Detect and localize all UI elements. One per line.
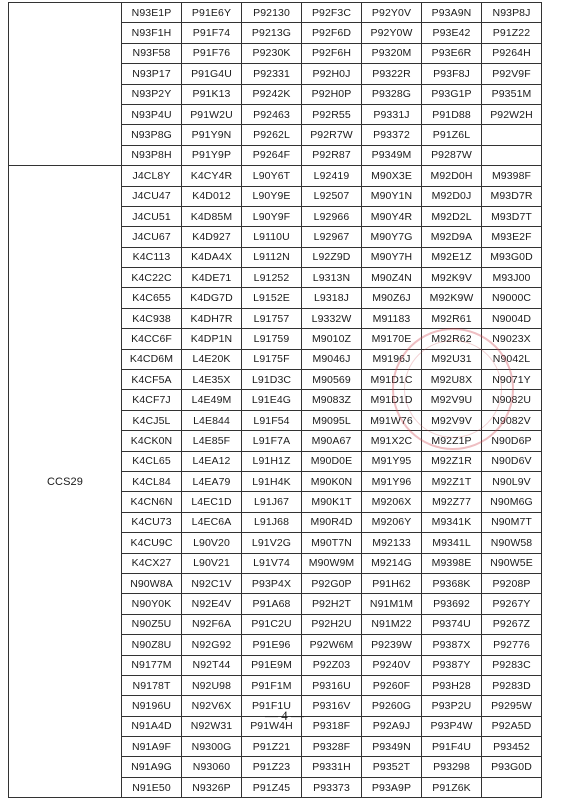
code-cell: N93060: [182, 757, 242, 777]
code-cell: P93372: [362, 125, 422, 145]
code-cell: K4CL84: [122, 471, 182, 491]
code-cell: P92F3C: [302, 3, 362, 23]
code-cell: N93F58: [122, 43, 182, 63]
code-cell: N9082U: [482, 390, 542, 410]
code-cell: M9341L: [422, 533, 482, 553]
code-cell: M92V9V: [422, 410, 482, 430]
code-cell: P9283D: [482, 675, 542, 695]
code-cell: L9332W: [302, 308, 362, 328]
code-cell: K4CF5A: [122, 370, 182, 390]
code-cell: M91Y96: [362, 471, 422, 491]
code-cell: N9300G: [182, 737, 242, 757]
code-cell: M92Z1R: [422, 451, 482, 471]
code-cell: J4CU67: [122, 227, 182, 247]
code-cell: L91H1Z: [242, 451, 302, 471]
code-cell: K4CJ5L: [122, 410, 182, 430]
code-cell: L90V20: [182, 533, 242, 553]
code-cell: L4E85F: [182, 431, 242, 451]
code-cell: P92Y0W: [362, 23, 422, 43]
code-cell: K4CD6M: [122, 349, 182, 369]
code-cell: N90Z8U: [122, 635, 182, 655]
code-cell: N9196U: [122, 696, 182, 716]
code-cell: N93P8J: [482, 3, 542, 23]
code-cell: P9230K: [242, 43, 302, 63]
code-cell: N9178T: [122, 675, 182, 695]
code-cell: M93E2F: [482, 227, 542, 247]
code-cell: L91F54: [242, 410, 302, 430]
code-cell: P9239W: [362, 635, 422, 655]
code-table-container: [8, 2, 542, 798]
code-cell: M92D2L: [422, 206, 482, 226]
code-cell: L91H4K: [242, 471, 302, 491]
code-cell: P9213G: [242, 23, 302, 43]
code-cell: P91W4H: [242, 716, 302, 736]
code-cell: L91V2G: [242, 533, 302, 553]
code-cell: P92463: [242, 104, 302, 124]
code-cell: M92V9U: [422, 390, 482, 410]
code-cell: P9267Y: [482, 594, 542, 614]
code-cell: M91Y95: [362, 451, 422, 471]
group-label-cell: CCS29: [9, 166, 122, 798]
code-cell: N9004D: [482, 308, 542, 328]
code-cell: P91K13: [182, 84, 242, 104]
code-cell: M9196J: [362, 349, 422, 369]
code-cell: M90Z6J: [362, 288, 422, 308]
code-cell: P9295W: [482, 696, 542, 716]
code-cell: M93G0D: [482, 247, 542, 267]
code-cell: P92H2U: [302, 614, 362, 634]
code-cell: M93J00: [482, 268, 542, 288]
code-cell: P9318F: [302, 716, 362, 736]
code-cell: P93A9P: [362, 777, 422, 797]
code-cell: P9320M: [362, 43, 422, 63]
code-cell: K4DE71: [182, 268, 242, 288]
code-cell: P9387X: [422, 635, 482, 655]
code-cell: P91Z22: [482, 23, 542, 43]
code-cell: M92D0J: [422, 186, 482, 206]
code-cell: L91759: [242, 329, 302, 349]
code-cell: M91W76: [362, 410, 422, 430]
code-cell: M9206X: [362, 492, 422, 512]
code-cell: K4D85M: [182, 206, 242, 226]
code-cell: N93P4U: [122, 104, 182, 124]
code-cell: N9000C: [482, 288, 542, 308]
code-cell: K4D012: [182, 186, 242, 206]
code-cell: N9071Y: [482, 370, 542, 390]
code-cell: M90R4D: [302, 512, 362, 532]
code-cell: M92R61: [422, 308, 482, 328]
table-row: [9, 166, 542, 186]
code-cell: L90Y6T: [242, 166, 302, 186]
code-cell: P9267Z: [482, 614, 542, 634]
code-cell: K4C113: [122, 247, 182, 267]
code-cell: P92H0J: [302, 64, 362, 84]
code-cell: M90Y1N: [362, 186, 422, 206]
code-cell: K4DA4X: [182, 247, 242, 267]
code-cell: N91A9F: [122, 737, 182, 757]
code-cell: N92E4V: [182, 594, 242, 614]
code-cell: L9110U: [242, 227, 302, 247]
code-cell: P92Z03: [302, 655, 362, 675]
code-cell: K4C655: [122, 288, 182, 308]
code-cell: M93D7T: [482, 206, 542, 226]
code-cell: N9042L: [482, 349, 542, 369]
code-cell: M90D0E: [302, 451, 362, 471]
code-cell: M92U8X: [422, 370, 482, 390]
code-cell: N93P8G: [122, 125, 182, 145]
page-number: — 4 —: [265, 708, 304, 723]
code-cell: P91G4U: [182, 64, 242, 84]
code-cell: P93E6R: [422, 43, 482, 63]
code-cell: N93F1H: [122, 23, 182, 43]
code-cell: P9387Y: [422, 655, 482, 675]
code-cell: N9326P: [182, 777, 242, 797]
code-cell: N90Y0K: [122, 594, 182, 614]
code-cell: N91E50: [122, 777, 182, 797]
code-cell: M90K0N: [302, 471, 362, 491]
code-cell: M90K1T: [302, 492, 362, 512]
code-cell: M91X2C: [362, 431, 422, 451]
code-cell: L9175F: [242, 349, 302, 369]
code-cell: P91F1U: [242, 696, 302, 716]
code-cell: M92Z1P: [422, 431, 482, 451]
code-cell: P9331H: [302, 757, 362, 777]
code-cell: L92419: [302, 166, 362, 186]
code-cell: L91D3C: [242, 370, 302, 390]
code-cell: P93E42: [422, 23, 482, 43]
code-cell: P91Y9N: [182, 125, 242, 145]
code-cell: M92K9V: [422, 268, 482, 288]
code-cell: L91757: [242, 308, 302, 328]
code-cell: P9240V: [362, 655, 422, 675]
code-cell: L9318J: [302, 288, 362, 308]
code-cell: P92A5D: [482, 716, 542, 736]
code-cell: P91H62: [362, 573, 422, 593]
code-cell: P92A9J: [362, 716, 422, 736]
code-cell: M92D9A: [422, 227, 482, 247]
table-body: [9, 3, 542, 798]
code-cell: P91F4U: [422, 737, 482, 757]
code-cell: M9398F: [482, 166, 542, 186]
code-cell: M90T7N: [302, 533, 362, 553]
code-cell: L9112N: [242, 247, 302, 267]
code-cell: P9331J: [362, 104, 422, 124]
code-cell: N90M7T: [482, 512, 542, 532]
code-cell: P92331: [242, 64, 302, 84]
code-cell: L92Z9D: [302, 247, 362, 267]
code-cell: N90L9V: [482, 471, 542, 491]
code-table: [8, 2, 542, 798]
code-cell: L91J67: [242, 492, 302, 512]
code-cell: N93P2Y: [122, 84, 182, 104]
code-cell: L90Y9F: [242, 206, 302, 226]
code-cell: M90Y4R: [362, 206, 422, 226]
code-cell: M91D1D: [362, 390, 422, 410]
code-cell: N92G92: [182, 635, 242, 655]
code-cell: P93P2U: [422, 696, 482, 716]
code-cell: P92H2T: [302, 594, 362, 614]
code-cell: K4DH7R: [182, 308, 242, 328]
code-cell: L91V74: [242, 553, 302, 573]
code-cell: K4C22C: [122, 268, 182, 288]
code-cell: P93692: [422, 594, 482, 614]
code-cell: M9095L: [302, 410, 362, 430]
code-cell: J4CL8Y: [122, 166, 182, 186]
code-cell: L92967: [302, 227, 362, 247]
code-cell: N91M1M: [362, 594, 422, 614]
code-cell: N91A4D: [122, 716, 182, 736]
code-cell: P92Y0V: [362, 3, 422, 23]
code-cell: N92W31: [182, 716, 242, 736]
code-cell: P91F76: [182, 43, 242, 63]
code-cell: [482, 125, 542, 145]
table-row: [9, 3, 542, 23]
code-cell: P9316V: [302, 696, 362, 716]
code-cell: L91E4G: [242, 390, 302, 410]
code-cell: L9152E: [242, 288, 302, 308]
code-cell: P9328G: [362, 84, 422, 104]
code-cell: P93G1P: [422, 84, 482, 104]
code-cell: P93G0D: [482, 757, 542, 777]
code-cell: M90X3E: [362, 166, 422, 186]
code-cell: M92E1Z: [422, 247, 482, 267]
code-cell: M9341K: [422, 512, 482, 532]
code-cell: N92V6X: [182, 696, 242, 716]
code-cell: M92D0H: [422, 166, 482, 186]
code-cell: M9083Z: [302, 390, 362, 410]
code-cell: K4CF7J: [122, 390, 182, 410]
group-cell-previous: [9, 3, 122, 166]
code-cell: M92Z77: [422, 492, 482, 512]
code-cell: P9262L: [242, 125, 302, 145]
code-cell: P91Z6L: [422, 125, 482, 145]
code-cell: L4E20K: [182, 349, 242, 369]
code-cell: L4E844: [182, 410, 242, 430]
code-cell: P93373: [302, 777, 362, 797]
code-cell: P9351M: [482, 84, 542, 104]
code-cell: P92R87: [302, 145, 362, 165]
code-cell: K4CU73: [122, 512, 182, 532]
code-cell: P9316U: [302, 675, 362, 695]
code-cell: L91J68: [242, 512, 302, 532]
code-cell: P92W6M: [302, 635, 362, 655]
code-cell: L4E49M: [182, 390, 242, 410]
code-cell: K4DP1N: [182, 329, 242, 349]
code-cell: M9214G: [362, 553, 422, 573]
code-cell: P91Z21: [242, 737, 302, 757]
code-cell: P93P4X: [242, 573, 302, 593]
code-cell: N90W58: [482, 533, 542, 553]
code-cell: L92507: [302, 186, 362, 206]
code-cell: P91F74: [182, 23, 242, 43]
code-cell: P9374U: [422, 614, 482, 634]
code-cell: M92133: [362, 533, 422, 553]
code-cell: K4CU9C: [122, 533, 182, 553]
code-cell: N92T44: [182, 655, 242, 675]
code-cell: J4CU47: [122, 186, 182, 206]
code-cell: L9313N: [302, 268, 362, 288]
code-cell: N91M22: [362, 614, 422, 634]
code-cell: P9349M: [362, 145, 422, 165]
code-cell: J4CU51: [122, 206, 182, 226]
code-cell: P9368K: [422, 573, 482, 593]
code-cell: N90W5E: [482, 553, 542, 573]
code-cell: P91Z23: [242, 757, 302, 777]
code-cell: P93F8J: [422, 64, 482, 84]
code-cell: N90W8A: [122, 573, 182, 593]
code-cell: P92R7W: [302, 125, 362, 145]
code-cell: [482, 145, 542, 165]
code-cell: M92R62: [422, 329, 482, 349]
code-cell: P92R55: [302, 104, 362, 124]
code-cell: P92G0P: [302, 573, 362, 593]
code-cell: P91E6Y: [182, 3, 242, 23]
code-cell: P91F1M: [242, 675, 302, 695]
code-cell: M9010Z: [302, 329, 362, 349]
code-cell: L4EC1D: [182, 492, 242, 512]
code-cell: [482, 777, 542, 797]
code-cell: K4CK0N: [122, 431, 182, 451]
code-cell: P91W2U: [182, 104, 242, 124]
code-cell: L90Y9E: [242, 186, 302, 206]
code-cell: K4C938: [122, 308, 182, 328]
code-cell: N9082V: [482, 410, 542, 430]
code-cell: P92F6H: [302, 43, 362, 63]
code-cell: P9349N: [362, 737, 422, 757]
code-cell: N90D6V: [482, 451, 542, 471]
code-cell: N91A9G: [122, 757, 182, 777]
code-cell: M90569: [302, 370, 362, 390]
code-cell: M9170E: [362, 329, 422, 349]
code-cell: P92V9F: [482, 64, 542, 84]
code-cell: N90M6G: [482, 492, 542, 512]
code-cell: P91Z6K: [422, 777, 482, 797]
code-cell: M90A67: [302, 431, 362, 451]
code-cell: N92C1V: [182, 573, 242, 593]
code-cell: P9328F: [302, 737, 362, 757]
code-cell: M9046J: [302, 349, 362, 369]
code-cell: L92966: [302, 206, 362, 226]
code-cell: P9264F: [242, 145, 302, 165]
code-cell: L4EA12: [182, 451, 242, 471]
code-cell: P9287W: [422, 145, 482, 165]
code-cell: M90Y7G: [362, 227, 422, 247]
code-cell: P9283C: [482, 655, 542, 675]
code-cell: L90V21: [182, 553, 242, 573]
code-cell: N90D6P: [482, 431, 542, 451]
code-cell: P93A9N: [422, 3, 482, 23]
code-cell: N90Z5U: [122, 614, 182, 634]
code-cell: M92Z1T: [422, 471, 482, 491]
code-cell: K4CC6F: [122, 329, 182, 349]
code-cell: M9206Y: [362, 512, 422, 532]
code-cell: P91D88: [422, 104, 482, 124]
code-cell: K4CN6N: [122, 492, 182, 512]
code-cell: P92W2H: [482, 104, 542, 124]
code-cell: N9023X: [482, 329, 542, 349]
code-cell: P91A68: [242, 594, 302, 614]
code-cell: P9260G: [362, 696, 422, 716]
code-cell: L4EA79: [182, 471, 242, 491]
code-cell: P91Y9P: [182, 145, 242, 165]
code-cell: P9322R: [362, 64, 422, 84]
code-cell: P9208P: [482, 573, 542, 593]
code-cell: P92H0P: [302, 84, 362, 104]
code-cell: P93H28: [422, 675, 482, 695]
code-cell: M92K9W: [422, 288, 482, 308]
code-cell: N93E1P: [122, 3, 182, 23]
code-cell: N9177M: [122, 655, 182, 675]
code-cell: N93P8H: [122, 145, 182, 165]
code-cell: P91E96: [242, 635, 302, 655]
code-cell: K4CX27: [122, 553, 182, 573]
code-cell: M93D7R: [482, 186, 542, 206]
code-cell: N92F6A: [182, 614, 242, 634]
code-cell: K4CL65: [122, 451, 182, 471]
code-cell: K4DG7D: [182, 288, 242, 308]
code-cell: P91C2U: [242, 614, 302, 634]
code-cell: P91Z45: [242, 777, 302, 797]
code-cell: K4CY4R: [182, 166, 242, 186]
code-cell: M91D1C: [362, 370, 422, 390]
code-cell: L91252: [242, 268, 302, 288]
code-cell: M90Y7H: [362, 247, 422, 267]
code-cell: P91E9M: [242, 655, 302, 675]
code-cell: M9398E: [422, 553, 482, 573]
code-cell: M91183: [362, 308, 422, 328]
code-cell: N93P17: [122, 64, 182, 84]
code-cell: P92130: [242, 3, 302, 23]
code-cell: P9352T: [362, 757, 422, 777]
code-cell: N92U98: [182, 675, 242, 695]
code-cell: P9260F: [362, 675, 422, 695]
code-cell: P93298: [422, 757, 482, 777]
code-cell: P9264H: [482, 43, 542, 63]
code-cell: P92F6D: [302, 23, 362, 43]
code-cell: P92776: [482, 635, 542, 655]
code-cell: M90Z4N: [362, 268, 422, 288]
code-cell: L4E35X: [182, 370, 242, 390]
code-cell: L91F7A: [242, 431, 302, 451]
code-cell: K4D927: [182, 227, 242, 247]
code-cell: P93P4W: [422, 716, 482, 736]
code-cell: P9242K: [242, 84, 302, 104]
code-cell: M92U31: [422, 349, 482, 369]
code-cell: M90W9M: [302, 553, 362, 573]
code-cell: L4EC6A: [182, 512, 242, 532]
code-cell: P93452: [482, 737, 542, 757]
